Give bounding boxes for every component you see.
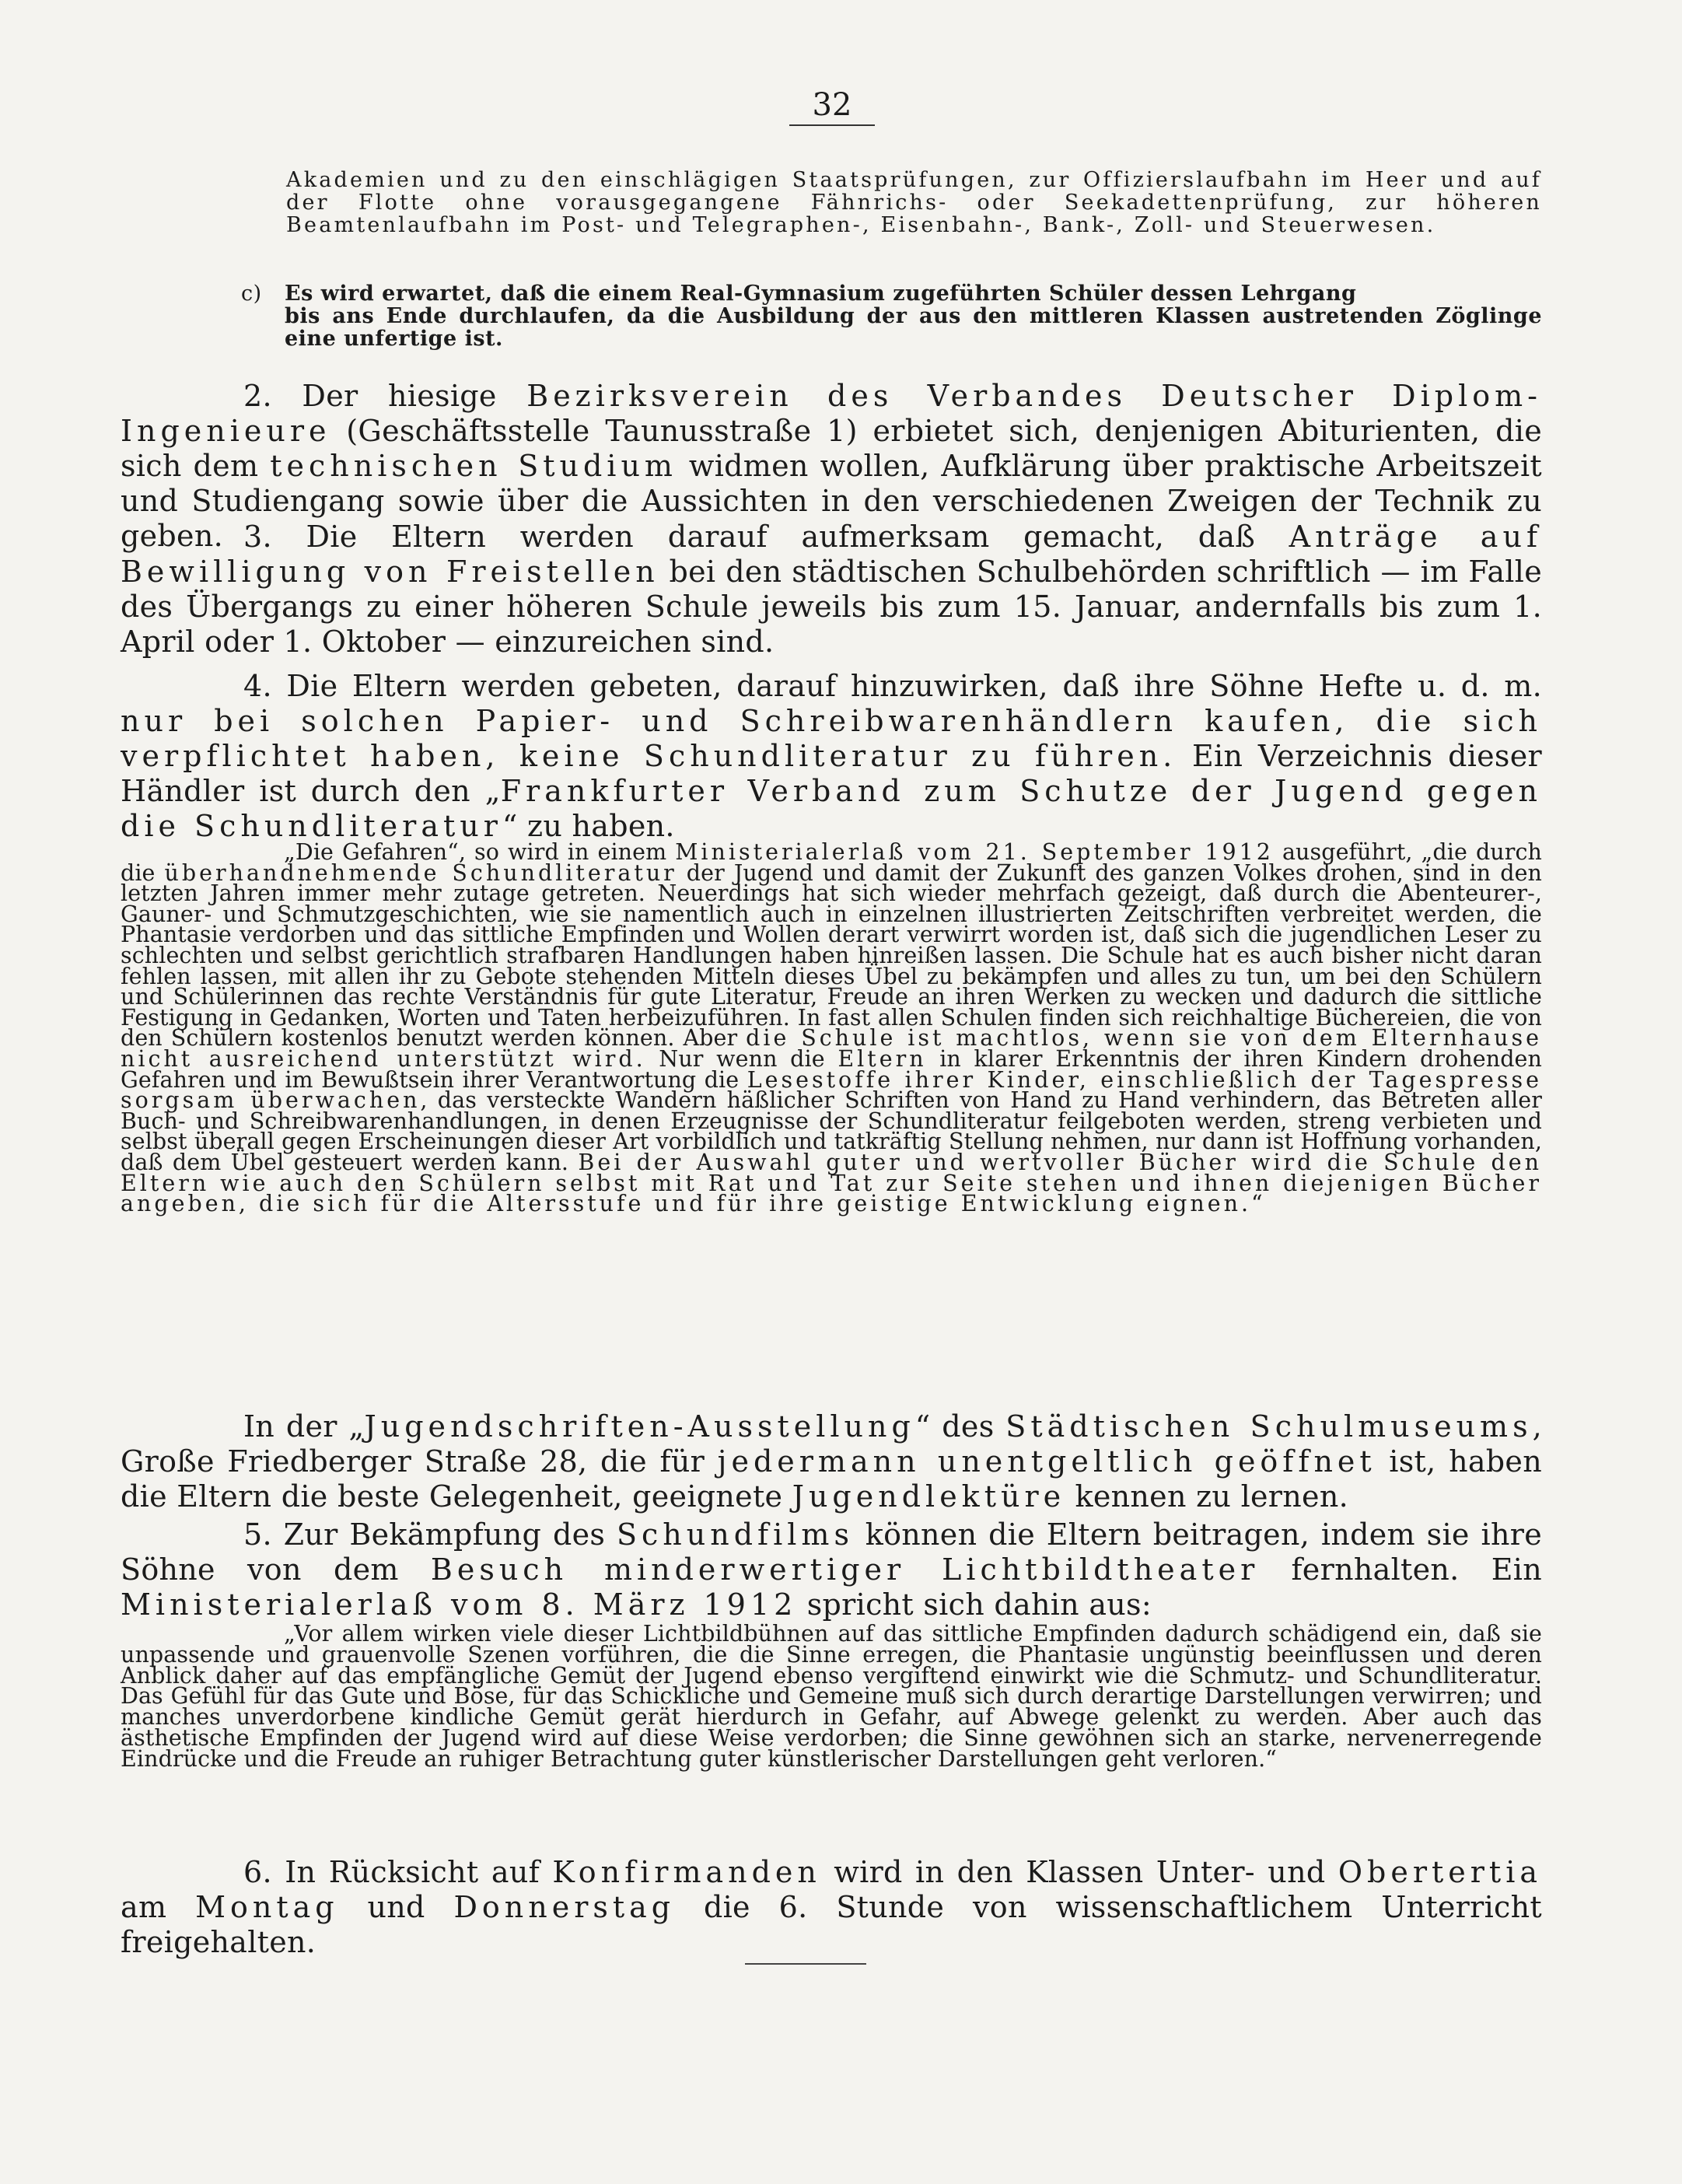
paragraph-6-emphasis: Donnerstag <box>453 1890 676 1924</box>
paragraph-6-emphasis: Obertertia <box>1338 1855 1543 1889</box>
paragraph-2-lead: 2. Der hiesige <box>243 379 527 413</box>
paragraph-4 <box>121 669 1542 844</box>
paragraph-6-text: wird in den Klassen Unter- und <box>820 1855 1338 1889</box>
paragraph-6-emphasis: Konfirmanden <box>552 1855 821 1889</box>
list-item-c-text-first: Es wird erwartet, daß die einem Real-Gymnasium zugeführten Schüler dessen Lehrgang <box>285 282 1357 306</box>
paragraph-5-text: spricht sich dahin aus: <box>797 1587 1152 1622</box>
paragraph-3 <box>121 520 1542 660</box>
paragraph-5-text: fernhalten. Ein <box>1259 1552 1542 1587</box>
paragraph-4-emphasis-verband: Frankfurter Verband zum Schutze der Jugend gegen die Schundliteratur <box>121 774 1542 843</box>
quote-1-emphasis: Ministerialerlaß vom 21. September 1912 <box>675 839 1274 865</box>
paragraph-ausstellung-emphasis: Jugendschriften-Ausstellung <box>364 1409 915 1444</box>
quote-1-emphasis: Lesestoffe ihrer Kinder, einschließlich der Tagespresse sorgsam überwachen <box>121 1066 1542 1114</box>
paragraph-ausstellung <box>121 1409 1542 1514</box>
paragraph-5-emphasis: Ministerialerlaß vom 8. März 1912 <box>121 1587 798 1622</box>
quote-ministerialerlass-1912 <box>121 839 1542 1217</box>
end-divider <box>745 1963 866 1965</box>
quote-1-emphasis: Bei der Auswahl guter und wertvoller Bücher wird die Schule den Eltern wie auch den Schülern selbst mit Rat und Tat zur Seite stehen und ihnen diejenigen Bücher angeben, die sich für die Altersstufe und für ihre geistige Entwicklung eignen. <box>121 1149 1542 1217</box>
paragraph-6-text: am <box>121 1890 196 1924</box>
paragraph-5-emphasis: Besuch minderwertiger Lichtbildtheater <box>430 1552 1260 1587</box>
list-item-b-continuation: Akademien und zu den einschlägigen Staatsprüfungen, zur Offizierslaufbahn im Heer und auf der Flotte ohne vorausgegangene Fähnrichs- oder Seekadettenprüfung, zur höheren Beamtenlaufbahn im Post- und Telegraphen-, Eisenbahn-, Bank-, Zoll- und Steuerwesen. <box>286 168 1542 237</box>
quote-1-text: Nur wenn die <box>645 1045 838 1072</box>
paragraph-2-emphasis-verein: Bezirksverein des Verbandes Deutscher Diplom-Ingenieure <box>121 379 1542 448</box>
page-number: 32 <box>789 86 875 126</box>
paragraph-ausstellung-emphasis: Städtischen Schulmuseums <box>1005 1409 1533 1444</box>
paragraph-ausstellung-emphasis: jedermann unentgeltlich geöffnet <box>717 1444 1376 1479</box>
paragraph-6 <box>121 1855 1542 1960</box>
quote-1-text: in klarer Erkenntnis der ihren Kindern drohenden Gefahren und im Bewußtsein ihrer Verantwortung die <box>121 1045 1542 1093</box>
paragraph-6-text: 6. In Rücksicht auf <box>243 1855 553 1889</box>
paragraph-ausstellung-text: ist, haben die Eltern die beste Gelegenheit, geeignete <box>121 1444 1542 1514</box>
quote-1-emphasis: die Schule ist machtlos, wenn sie von dem Elternhause nicht ausreichend unterstützt wird. <box>121 1025 1542 1072</box>
paragraph-2-mid: (Geschäftsstelle Taunusstraße 1) erbietet sich, denjenigen Abiturienten, die sich dem <box>121 414 1542 483</box>
paragraph-6-emphasis: Montag <box>195 1890 339 1924</box>
paragraph-ausstellung-emphasis: Jugendlektüre <box>792 1479 1066 1514</box>
paragraph-3-tail: bei den städtischen Schulbehörden schriftlich — im Falle des Übergangs zu einer höheren Schule jeweils bis zum 15. Januar, andernfalls bis zum 1. April oder 1. Oktober — einzureichen sind. <box>121 555 1542 659</box>
paragraph-3-lead: 3. Die Eltern werden darauf aufmerksam gemacht, daß <box>243 520 1289 554</box>
paragraph-4-lead: 4. Die Eltern werden gebeten, darauf hinzuwirken, daß ihre Söhne Hefte u. d. m. <box>243 669 1542 703</box>
quote-1-text: “ <box>1251 1191 1263 1217</box>
list-item-c-text-rest: bis ans Ende durchlaufen, da die Ausbildung der aus den mittleren Klassen austretenden Zöglinge eine unfertige ist. <box>285 304 1542 351</box>
paragraph-4-emphasis: nur bei solchen Papier- und Schreibwarenhändlern kaufen, die sich verpflichtet haben, keine Schundliteratur zu führen. <box>121 704 1542 773</box>
quote-1-text: , das versteckte Wandern häßlicher Schriften von Hand zu Hand verhindern, das Betreten aller Buch- und Schreibwarenhandlungen, in denen Erzeugnisse der Schundliteratur feilgeboten werden, streng verbieten und selbst überall gegen Erscheinungen dieser Art vorbildlich und tatkräftig Stellung nehmen, nur dann ist Hoffnung vorhanden, daß dem Übel gesteuert werden kann. <box>121 1087 1542 1175</box>
paragraph-ausstellung-text: kennen zu lernen. <box>1065 1479 1348 1514</box>
paragraph-ausstellung-text: “ des <box>914 1409 1006 1444</box>
paragraph-5 <box>121 1517 1542 1622</box>
list-item-c <box>241 282 1542 350</box>
paragraph-4-mid: Ein Verzeichnis dieser Händler ist durch den „ <box>121 739 1542 808</box>
paragraph-6-text: und <box>338 1890 454 1924</box>
paragraph-ausstellung-text: , Große Friedberger Straße 28, die für <box>121 1409 1542 1479</box>
paragraph-5-text: können die Eltern beitragen, indem sie ihre Söhne von dem <box>121 1517 1542 1587</box>
quote-1-emphasis: Eltern <box>838 1045 927 1072</box>
quote-1-text: der Jugend und damit der Zukunft des ganzen Volkes drohen, sind in den letzten Jahren immer mehr zutage getreten. Neuerdings hat sich wieder mehrfach gezeigt, daß durch die Abenteurer-, Gauner- und Schmutzgeschichten, wie sie namentlich auch in einzelnen illustrierten Zeitschriften verbreitet werden, die Phantasie verdorben und das sittliche Empfinden und Wollen derart verwirrt worden ist, daß sich die jugendlichen Leser zu schlechten und selbst gerichtlich strafbaren Handlungen haben hinreißen lassen. Die Schule hat es auch bisher nicht daran fehlen lassen, mit allen ihr zu Gebote stehenden Mitteln dieses Übel zu bekämpfen und alles zu tun, um bei den Schülern und Schülerinnen das rechte Verständnis für gute Literatur, Freude an ihren Werken zu wecken und dadurch die sittliche Festigung in Gedanken, Worten und Taten herbeizuführen. In fast allen Schulen finden sich reichhaltige Büchereien, die von den Schülern kostenlos benutzt werden können. Aber <box>121 859 1542 1052</box>
paragraph-2-tail: widmen wollen, Aufklärung über praktische Arbeitszeit und Studiengang sowie über die Aussichten in den verschiedenen Zweigen der Technik zu geben. <box>121 449 1542 553</box>
paragraph-5-text: 5. Zur Bekämpfung des <box>243 1517 617 1552</box>
paragraph-ausstellung-text: In der „ <box>243 1409 365 1444</box>
quote-ministerialerlass-schundfilm: „Vor allem wirken viele dieser Lichtbildbühnen auf das sittliche Empfinden dadurch schädigend ein, daß sie unpassende und grauenvolle Szenen vorführen, die die Sinne erregen, die Phantasie ungünstig beeinflussen und deren Anblick daher auf das empfängliche Gemüt der Jugend ebenso vergiftend einwirkt wie die Schmutz- und Schundliteratur. Das Gefühl für das Gute und Böse, für das Schickliche und Gemeine muß sich durch derartige Darstellungen verwirren; und manches unverdorbene kindliche Gemüt gerät hierdurch in Gefahr, auf Abwege gelenkt zu werden. Aber auch das ästhetische Empfinden der Jugend wird auf diese Weise verdorben; die Sinne gewöhnen sich an starke, nervenerregende Eindrücke und die Freude an ruhiger Betrachtung guter künstlerischer Darstellungen geht verloren.“ <box>121 1621 1542 1772</box>
quote-1-text: „Die Gefahren“, so wird in einem <box>284 839 676 865</box>
paragraph-4-tail: “ zu haben. <box>502 809 675 843</box>
list-item-c-label: c) <box>241 282 262 306</box>
paragraph-3-emphasis: Anträge auf Bewilligung von Freistellen <box>121 520 1543 589</box>
quote-1-emphasis: überhandnehmende Schundliteratur <box>164 859 677 886</box>
paragraph-5-emphasis: Schundfilms <box>616 1517 854 1552</box>
paragraph-6-text: die 6. Stunde von wissenschaftlichem Unterricht freigehalten. <box>121 1890 1542 1959</box>
paragraph-2-emphasis-studium: technischen Studium <box>270 449 677 483</box>
quote-1-text: ausgeführt, „die durch die <box>121 839 1542 886</box>
